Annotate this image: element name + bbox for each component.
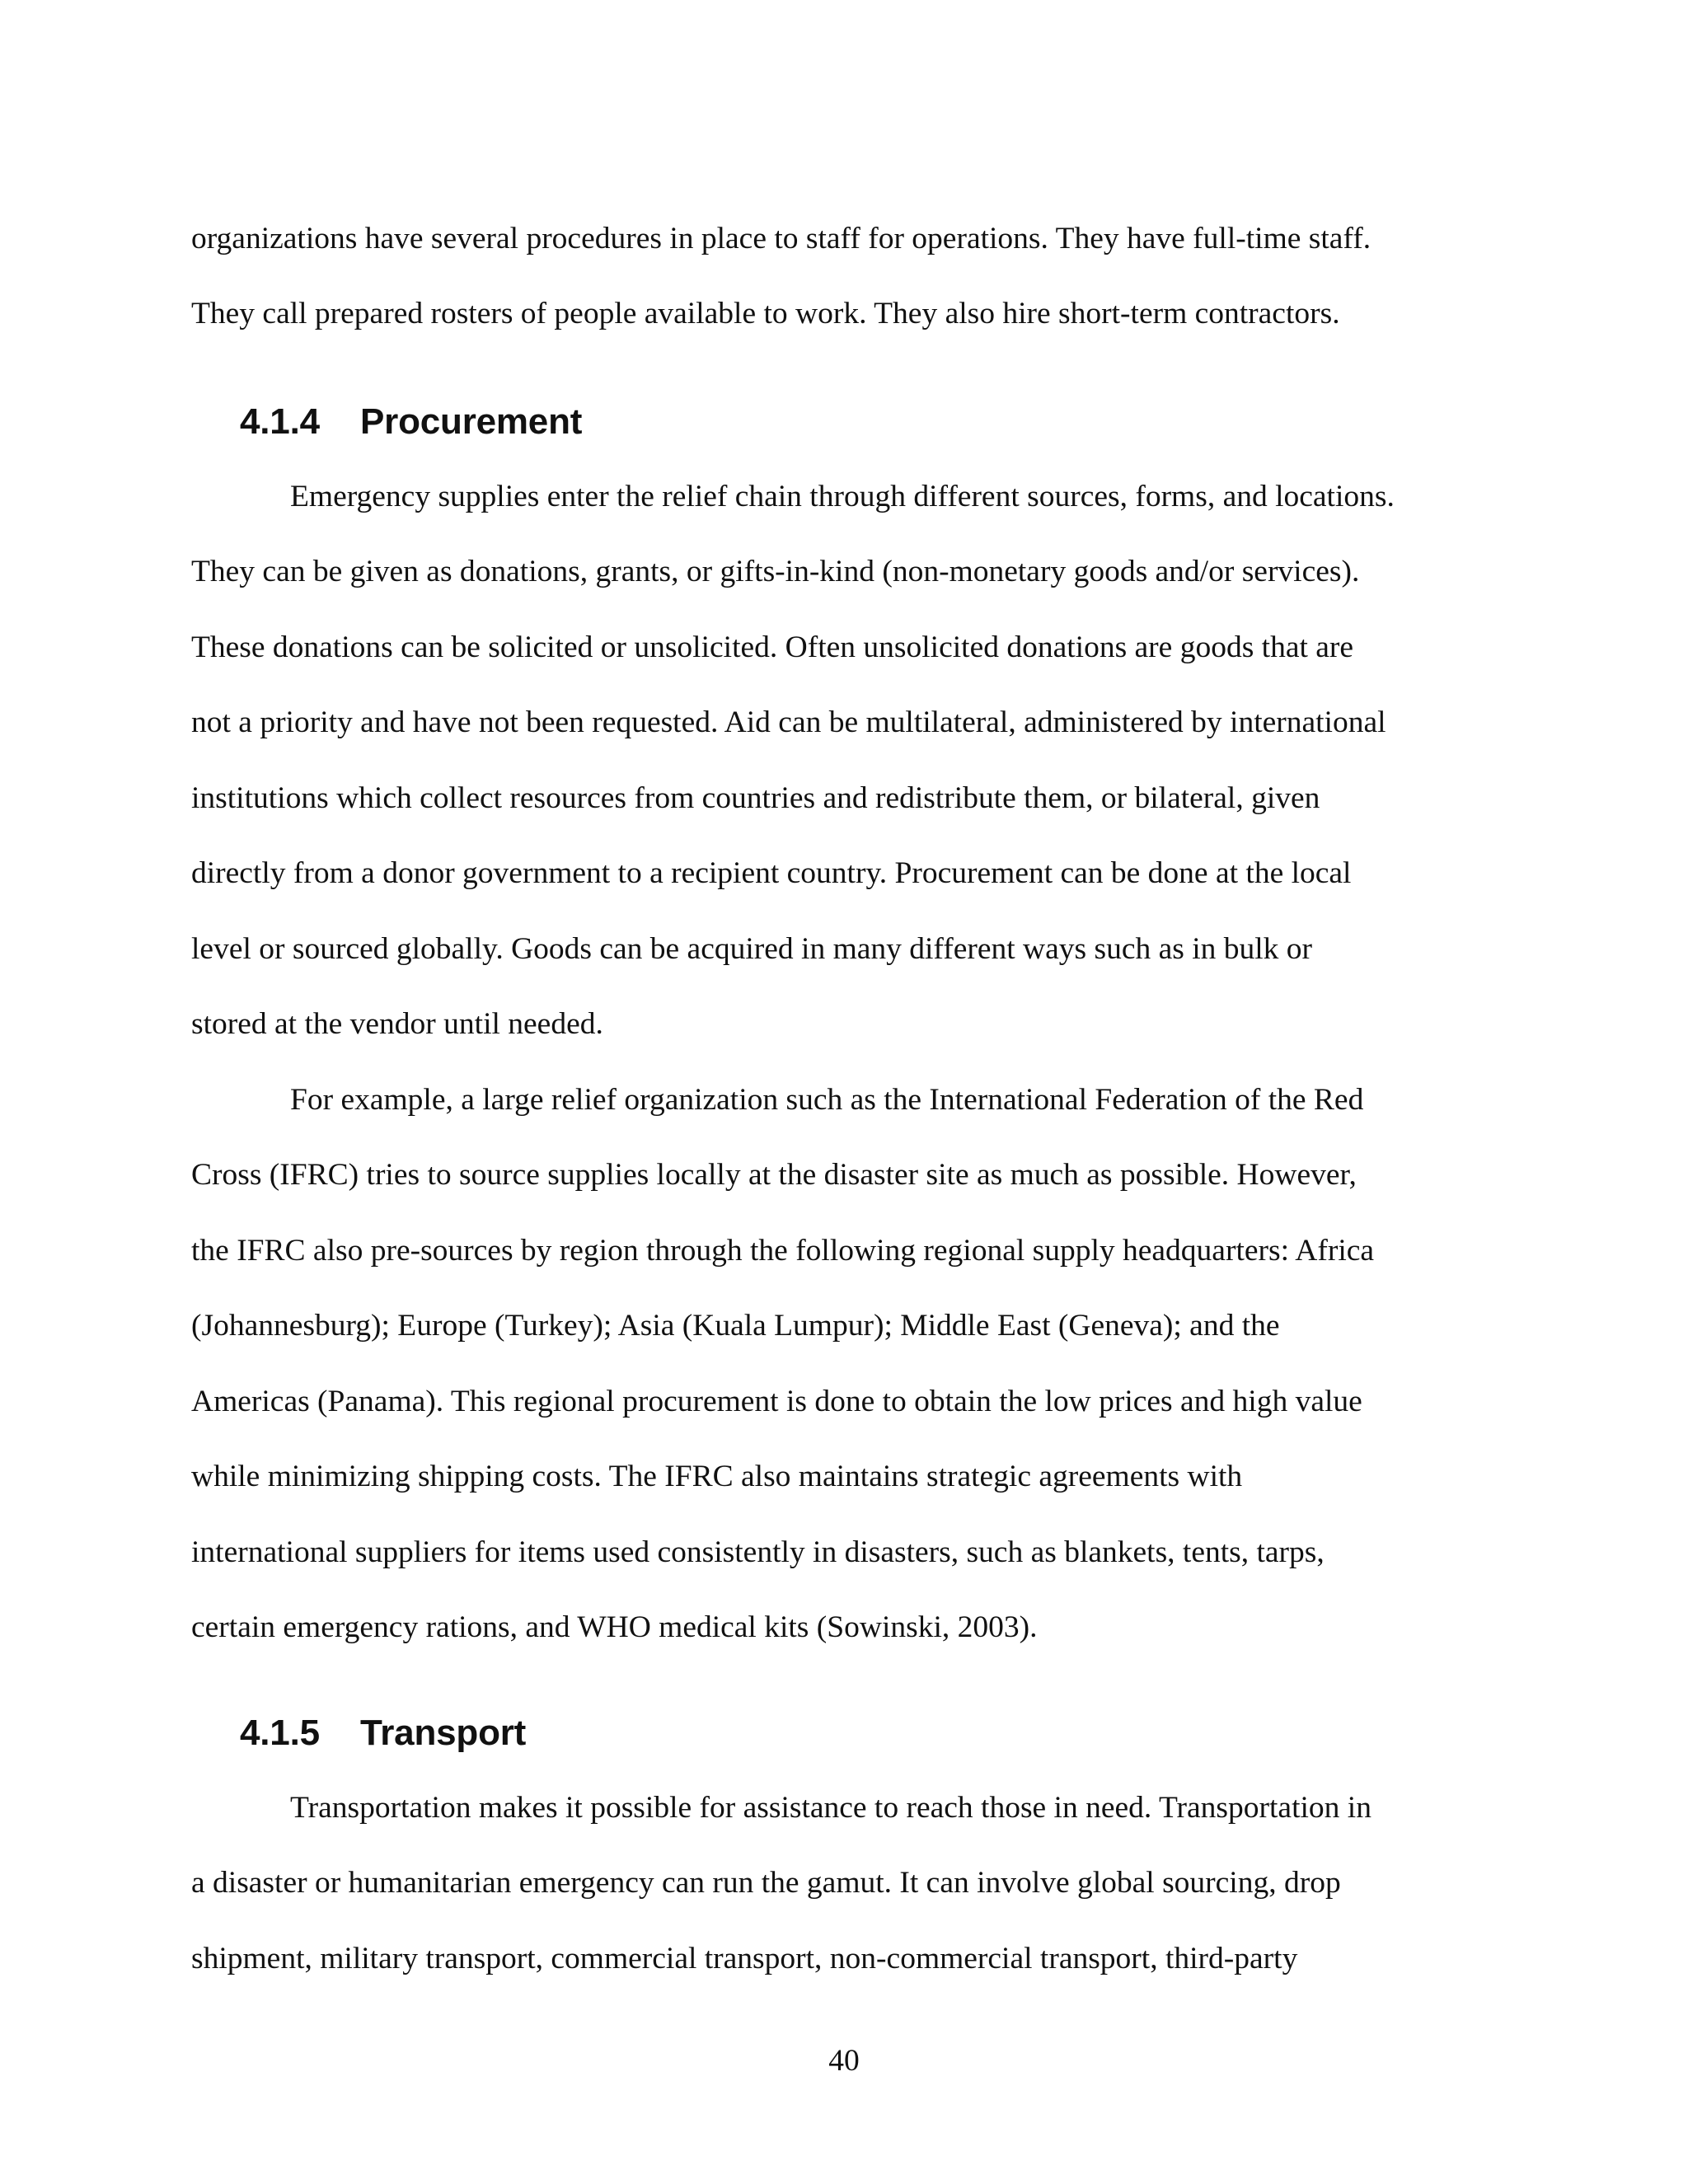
body-line: For example, a large relief organization such as the International Federation of the Red xyxy=(290,1083,1364,1117)
body-line: stored at the vendor until needed. xyxy=(191,1007,603,1041)
body-line: international suppliers for items used consistently in disasters, such as blankets, tents, tarps, xyxy=(191,1535,1325,1569)
body-line: (Johannesburg); Europe (Turkey); Asia (Kuala Lumpur); Middle East (Geneva); and the xyxy=(191,1309,1280,1343)
body-line: shipment, military transport, commercial transport, non-commercial transport, third-party xyxy=(191,1942,1298,1975)
body-line: These donations can be solicited or unsolicited. Often unsolicited donations are goods that are xyxy=(191,630,1354,664)
body-line: institutions which collect resources from countries and redistribute them, or bilateral, given xyxy=(191,781,1320,815)
body-line: level or sourced globally. Goods can be acquired in many different ways such as in bulk or xyxy=(191,932,1313,966)
body-line: Emergency supplies enter the relief chain through different sources, forms, and locations. xyxy=(290,480,1395,513)
body-line: the IFRC also pre-sources by region through the following regional supply headquarters: Africa xyxy=(191,1234,1375,1268)
body-line: not a priority and have not been requested. Aid can be multilateral, administered by international xyxy=(191,705,1386,739)
section-number: 4.1.4 xyxy=(240,401,320,442)
body-line: while minimizing shipping costs. The IFRC also maintains strategic agreements with xyxy=(191,1460,1243,1493)
body-line: certain emergency rations, and WHO medical kits (Sowinski, 2003). xyxy=(191,1610,1038,1644)
body-line: organizations have several procedures in place to staff for operations. They have full-time staff. xyxy=(191,222,1372,255)
section-heading-transport xyxy=(240,1710,526,1756)
section-number: 4.1.5 xyxy=(240,1713,320,1753)
body-line: They can be given as donations, grants, or gifts-in-kind (non-monetary goods and/or services). xyxy=(191,555,1360,588)
body-line: directly from a donor government to a recipient country. Procurement can be done at the local xyxy=(191,856,1352,890)
body-line: a disaster or humanitarian emergency can run the gamut. It can involve global sourcing, drop xyxy=(191,1866,1341,1900)
body-line: They call prepared rosters of people available to work. They also hire short-term contractors. xyxy=(191,297,1340,330)
body-line: Cross (IFRC) tries to source supplies locally at the disaster site as much as possible. However, xyxy=(191,1158,1357,1192)
section-title: Transport xyxy=(360,1713,527,1753)
page-number: 40 xyxy=(828,2044,860,2078)
body-line: Americas (Panama). This regional procurement is done to obtain the low prices and high value xyxy=(191,1385,1362,1418)
body-line: Transportation makes it possible for assistance to reach those in need. Transportation in xyxy=(290,1791,1372,1825)
section-heading-procurement xyxy=(240,399,582,445)
section-title: Procurement xyxy=(360,401,583,442)
